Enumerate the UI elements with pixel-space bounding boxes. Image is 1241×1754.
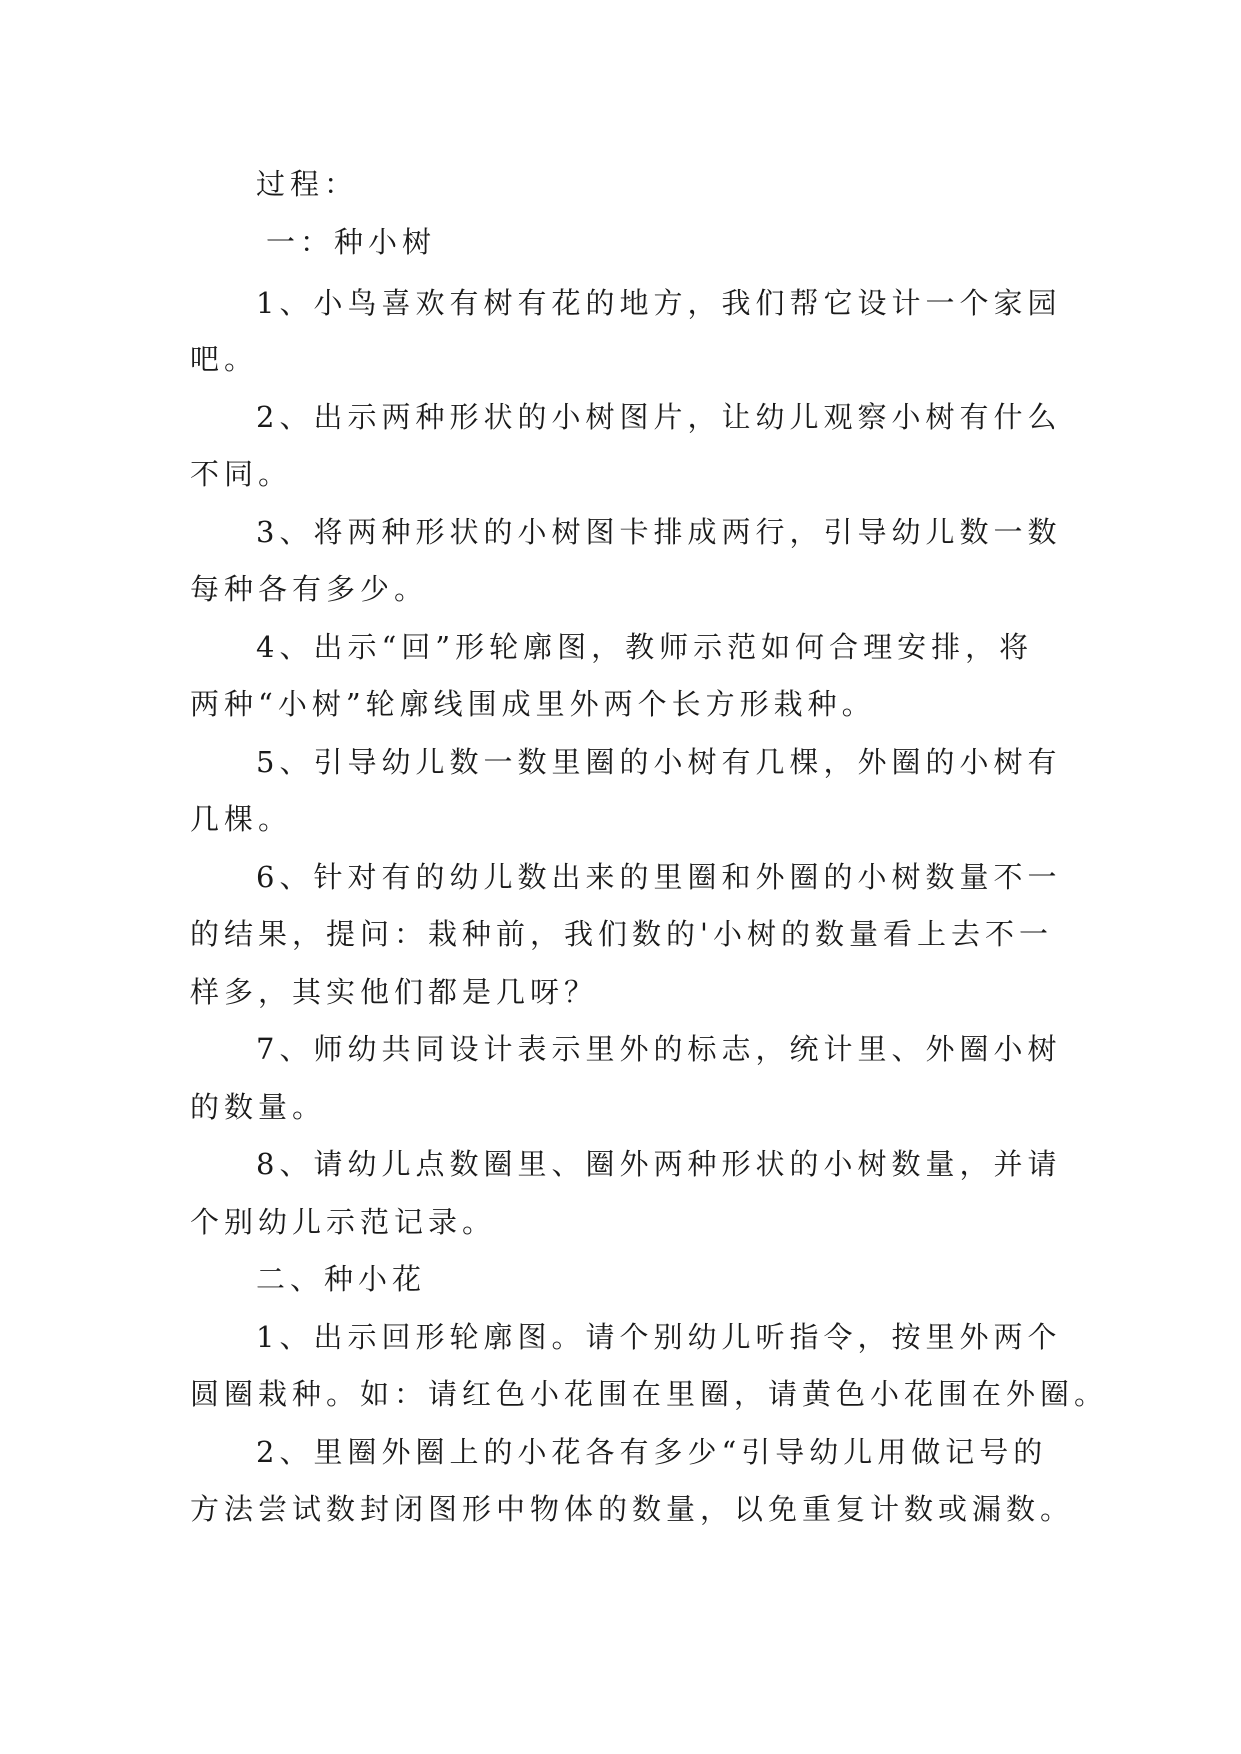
paragraph-line: 圆圈栽种。如：请红色小花围在里圈，请黄色小花围在外圈。: [190, 1377, 1109, 1411]
paragraph-line: 吧。: [190, 342, 259, 376]
paragraph-line: 两种“小树”轮廓线围成里外两个长方形栽种。: [190, 687, 876, 721]
paragraph-line: 2、出示两种形状的小树图片，让幼儿观察小树有什么: [256, 400, 1062, 434]
paragraph-line: 个别幼儿示范记录。: [190, 1205, 497, 1239]
paragraph-line: 7、师幼共同设计表示里外的标志，统计里、外圈小树: [256, 1032, 1062, 1066]
paragraph-line: 的结果，提问：栽种前，我们数的'小树的数量看上去不一: [190, 917, 1053, 951]
paragraph-line: 几棵。: [190, 802, 293, 836]
section-heading-process: 过程：: [256, 167, 359, 201]
paragraph-line: 每种各有多少。: [190, 572, 429, 606]
paragraph-line: 样多，其实他们都是几呀？: [190, 975, 599, 1009]
paragraph-line: 6、针对有的幼儿数出来的里圈和外圈的小树数量不一: [256, 860, 1062, 894]
paragraph-line: 8、请幼儿点数圈里、圈外两种形状的小树数量，并请: [256, 1147, 1062, 1181]
paragraph-line: 1、出示回形轮廓图。请个别幼儿听指令，按里外两个: [256, 1320, 1062, 1354]
paragraph-line: 4、出示“回”形轮廓图，教师示范如何合理安排，将: [256, 630, 1034, 664]
paragraph-line: 5、引导幼儿数一数里圈的小树有几棵，外圈的小树有: [256, 745, 1062, 779]
paragraph-line: 3、将两种形状的小树图卡排成两行，引导幼儿数一数: [256, 515, 1062, 549]
paragraph-line: 的数量。: [190, 1090, 327, 1124]
paragraph-line: 2、里圈外圈上的小花各有多少“引导幼儿用做记号的: [256, 1435, 1048, 1469]
paragraph-line: 方法尝试数封闭图形中物体的数量，以免重复计数或漏数。: [190, 1492, 1075, 1526]
section-heading-plant-trees: 一：种小树: [266, 225, 437, 259]
paragraph-line: 1、小鸟喜欢有树有花的地方，我们帮它设计一个家园: [256, 286, 1062, 320]
paragraph-line: 不同。: [190, 457, 293, 491]
section-heading-plant-flowers: 二、种小花: [256, 1262, 427, 1296]
